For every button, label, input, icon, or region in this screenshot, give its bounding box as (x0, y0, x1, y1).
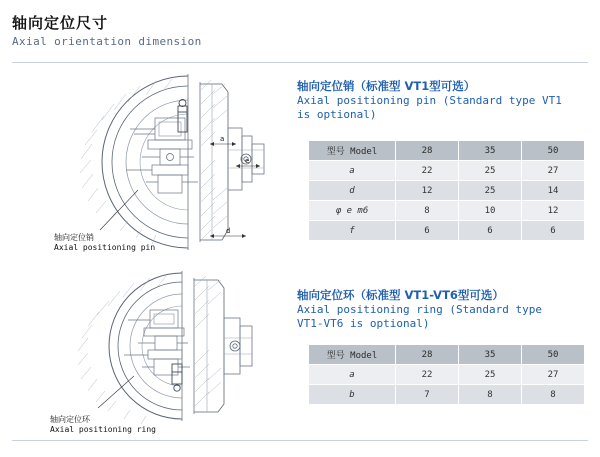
row-label: d (309, 181, 396, 201)
section-heading-axial-positioning-pin (297, 78, 587, 122)
dim-label-d: d (226, 227, 231, 235)
table-header-28: 28 (396, 141, 459, 161)
section1-heading-en-line1: Axial positioning pin (Standard type VT1 (297, 94, 562, 107)
table-header-50: 50 (522, 141, 585, 161)
cell-value: 8 (396, 201, 459, 221)
cell-value: 7 (396, 385, 459, 405)
cell-value: 27 (522, 161, 585, 181)
row-label: φ e m6 (309, 201, 396, 221)
table-row (309, 221, 585, 241)
ring-assembly-diagram (60, 268, 290, 428)
table-row (309, 365, 585, 385)
table-header-35: 35 (459, 141, 522, 161)
pin-assembly-diagram (60, 70, 290, 255)
caption1-cn: 轴向定位销 (54, 233, 94, 242)
cell-value: 8 (459, 385, 522, 405)
section1-heading-en-line2: is optional) (297, 108, 377, 121)
dim-label-e: e (245, 157, 250, 165)
table-header-model: 型号 Model (309, 345, 396, 365)
cell-value: 27 (522, 365, 585, 385)
table-row (309, 385, 585, 405)
table-header-row (309, 141, 585, 161)
table-axial-positioning-pin (308, 140, 585, 241)
table-axial-positioning-ring (308, 344, 585, 405)
caption-axial-positioning-pin (54, 233, 155, 253)
row-label: a (309, 365, 396, 385)
cell-value: 12 (396, 181, 459, 201)
table-row (309, 201, 585, 221)
cell-value: 14 (522, 181, 585, 201)
dim-label-a: a (220, 135, 225, 143)
caption1-en: Axial positioning pin (54, 243, 156, 252)
section-heading-axial-positioning-ring (297, 287, 587, 331)
caption2-en: Axial positioning ring (50, 425, 156, 434)
row-label: a (309, 161, 396, 181)
footer-divider (12, 440, 588, 441)
row-label: f (309, 221, 396, 241)
cell-value: 22 (396, 161, 459, 181)
table-row (309, 181, 585, 201)
cell-value: 25 (459, 181, 522, 201)
cell-value: 25 (459, 161, 522, 181)
table-header-model: 型号 Model (309, 141, 396, 161)
caption-axial-positioning-ring (50, 415, 156, 435)
page-title-cn: 轴向定位尺寸 (12, 14, 109, 32)
caption2-cn: 轴向定位环 (50, 415, 90, 424)
section2-heading-en-line1: Axial positioning ring (Standard type (297, 303, 543, 316)
cell-value: 22 (396, 365, 459, 385)
cell-value: 10 (459, 201, 522, 221)
section1-heading-cn: 轴向定位销（标准型 VT1型可选） (297, 79, 476, 93)
row-label: b (309, 385, 396, 405)
page-title-en: Axial orientation dimension (12, 35, 202, 48)
table-row (309, 161, 585, 181)
header-divider (12, 62, 588, 63)
cell-value: 6 (522, 221, 585, 241)
drawing-axial-positioning-pin (60, 70, 290, 255)
cell-value: 25 (459, 365, 522, 385)
table-header-row (309, 345, 585, 365)
cell-value: 6 (459, 221, 522, 241)
page-title (12, 14, 412, 49)
table-header-50: 50 (522, 345, 585, 365)
table-header-28: 28 (396, 345, 459, 365)
cell-value: 6 (396, 221, 459, 241)
section2-heading-en-line2: VT1-VT6 is optional) (297, 317, 430, 330)
table-header-35: 35 (459, 345, 522, 365)
cell-value: 8 (522, 385, 585, 405)
section2-heading-cn: 轴向定位环（标准型 VT1-VT6型可选） (297, 288, 504, 302)
drawing-axial-positioning-ring (60, 268, 290, 428)
cell-value: 12 (522, 201, 585, 221)
